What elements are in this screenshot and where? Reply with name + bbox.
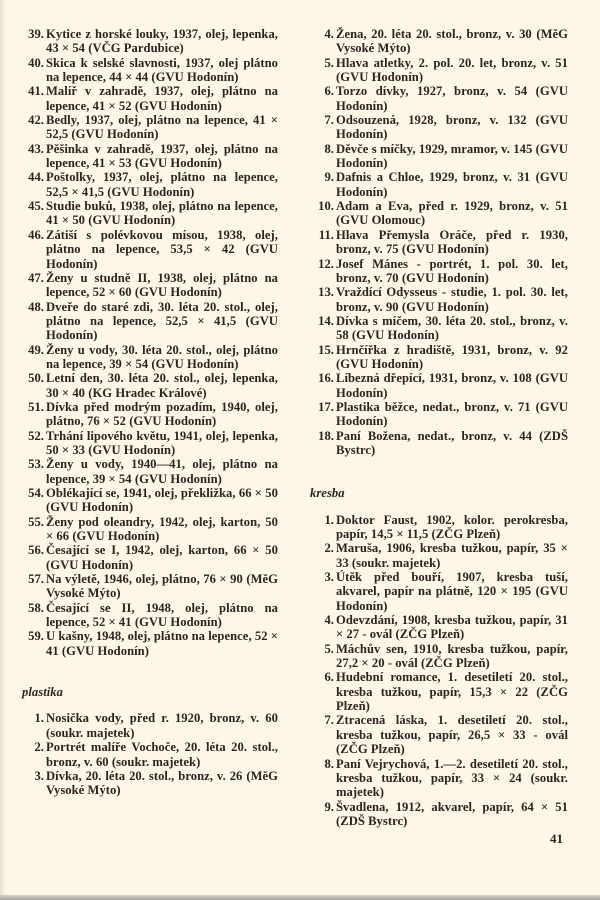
list-item: [22, 629, 278, 658]
list-item: [310, 429, 568, 458]
item-text: Bedly, 1937, olej, plátno na lepence, 41 × 52,5 (GVU Hodonín): [46, 113, 278, 142]
item-text: Děvče s míčky, 1929, mramor, v. 145 (GVU Hodonín): [336, 141, 568, 171]
list-item: [22, 199, 278, 228]
item-number: 16.: [318, 371, 334, 386]
list-item: [310, 285, 568, 314]
list-item: [310, 314, 568, 343]
list-item: [22, 371, 278, 400]
right-column: [310, 27, 568, 828]
item-number: 9.: [324, 170, 334, 185]
item-text: Na výletě, 1946, olej, plátno, 76 × 90 (MěG Vysoké Mýto): [46, 572, 278, 601]
list-item: [310, 142, 568, 171]
list-item: [22, 457, 278, 486]
item-number: 57.: [28, 572, 44, 587]
item-text: Oblékající se, 1941, olej, překližka, 66 × 50 (GVU Hodonín): [46, 486, 278, 515]
list-item: [22, 228, 278, 271]
item-text: Portrét malíře Vochoče, 20. léta 20. stol., bronz, v. 60 (soukr. majetek): [46, 740, 278, 769]
list-item: [22, 142, 278, 171]
item-text: Studie buků, 1938, olej, plátno na lepence, 41 × 50 (GVU Hodonín): [46, 199, 278, 228]
item-text: Dívka, 20. léta 20. stol., bronz, v. 26 (MěG Vysoké Mýto): [46, 768, 278, 798]
item-text: Dveře do staré zdi, 30. léta 20. stol., olej, plátno na lepence, 52,5 × 41,5 (GVU Hodonín): [46, 299, 278, 343]
item-text: Odsouzená, 1928, bronz, v. 132 (GVU Hodonín): [336, 113, 568, 142]
item-text: Ženy u vody, 1940—41, olej, plátno na lepence, 39 × 54 (GVU Hodonín): [46, 457, 278, 486]
list-item: [310, 400, 568, 429]
item-number: 47.: [28, 270, 44, 285]
item-number: 46.: [28, 227, 44, 242]
item-number: 48.: [28, 299, 44, 314]
sculptures-list-continued: [310, 27, 568, 457]
left-column: [22, 27, 278, 798]
item-number: 55.: [28, 514, 44, 529]
item-text: Odevzdání, 1908, kresba tužkou, papír, 31 × 27 - ovál (ZČG Plzeň): [336, 613, 568, 642]
item-number: 44.: [28, 170, 44, 185]
item-number: 2.: [324, 541, 334, 556]
list-item: [310, 257, 568, 286]
page-bottom-edge: [0, 895, 600, 900]
item-number: 10.: [318, 199, 334, 214]
item-text: Ženy u vody, 30. léta 20. stol., olej, plátno na lepence, 39 × 54 (GVU Hodonín): [46, 342, 278, 371]
item-number: 4.: [324, 27, 334, 41]
item-number: 45.: [28, 199, 44, 214]
item-number: 40.: [28, 55, 44, 70]
item-text: Dívka před modrým pozadím, 1940, olej, plátno, 76 × 52 (GVU Hodonín): [46, 399, 278, 429]
item-text: Josef Mánes - portrét, 1. pol. 30. let, bronz, v. 70 (GVU Hodonín): [336, 256, 568, 285]
list-item: [22, 300, 278, 343]
item-text: Kytice z horské louky, 1937, olej, lepenka, 43 × 54 (VČG Pardubice): [46, 27, 278, 56]
list-item: [310, 513, 568, 542]
item-text: Hlava atletky, 2. pol. 20. let, bronz, v. 51 (GVU Hodonín): [336, 55, 568, 85]
sculptures-list: [22, 711, 278, 797]
list-item: [310, 228, 568, 257]
list-item: [310, 84, 568, 113]
item-number: 5.: [324, 641, 334, 656]
list-item: [22, 400, 278, 429]
item-number: 6.: [324, 84, 334, 99]
list-item: [22, 170, 278, 199]
item-number: 51.: [28, 399, 44, 414]
page-number: 41: [550, 831, 563, 846]
drawings-list: [310, 513, 568, 829]
item-number: 8.: [324, 756, 334, 771]
item-text: Ztracená láska, 1. desetiletí 20. stol., kresba tužkou, papír, 26,5 × 33 - ovál (ZČG Plzeň): [336, 713, 568, 757]
item-number: 43.: [28, 141, 44, 156]
paintings-list: [22, 27, 278, 658]
page-gutter-shadow: [0, 0, 6, 895]
list-item: [22, 486, 278, 515]
list-item: [22, 711, 278, 740]
item-number: 54.: [28, 486, 44, 500]
item-number: 58.: [28, 600, 44, 615]
list-item: [22, 271, 278, 300]
item-text: Hlava Přemysla Oráče, před r. 1930, bronz, v. 75 (GVU Hodonín): [336, 227, 568, 257]
list-item: [310, 570, 568, 613]
item-number: 42.: [28, 113, 44, 128]
item-number: 49.: [28, 342, 44, 357]
item-number: 52.: [28, 428, 44, 443]
item-text: Paní Božena, nedat., bronz, v. 44 (ZDŠ Bystrc): [336, 428, 568, 457]
list-item: [310, 113, 568, 142]
item-number: 53.: [28, 457, 44, 472]
item-number: 14.: [318, 313, 334, 328]
item-text: Hudební romance, 1. desetiletí 20. stol., kresba tužkou, papír, 15,3 × 22 (ZČG Plzeň): [336, 670, 568, 714]
item-text: Žena, 20. léta 20. stol., bronz, v. 30 (MěG Vysoké Mýto): [336, 27, 568, 56]
item-number: 15.: [318, 342, 334, 357]
item-number: 9.: [324, 799, 334, 814]
item-text: Poštolky, 1937, olej, plátno na lepence, 52,5 × 41,5 (GVU Hodonín): [46, 170, 278, 199]
item-text: Ženy u studně II, 1938, olej, plátno na lepence, 52 × 60 (GVU Hodonín): [46, 270, 278, 300]
item-number: 2.: [34, 740, 44, 755]
item-number: 17.: [318, 399, 334, 414]
list-item: [310, 670, 568, 713]
list-item: [310, 371, 568, 400]
item-text: Paní Vejrychová, 1.—2. desetiletí 20. stol., kresba tužkou, papír, 33 × 24 (soukr. majetek): [336, 756, 568, 800]
item-text: Útěk před bouří, 1907, kresba tuší, akvarel, papír na plátně, 120 × 195 (GVU Hodonín): [336, 570, 568, 613]
list-item: [22, 515, 278, 544]
list-item: [310, 170, 568, 199]
list-item: [310, 613, 568, 642]
item-text: Nosička vody, před r. 1920, bronz, v. 60 (soukr. majetek): [46, 711, 278, 740]
item-text: Adam a Eva, před r. 1929, bronz, v. 51 (GVU Olomouc): [336, 199, 568, 228]
item-number: 56.: [28, 543, 44, 558]
list-item: [310, 713, 568, 756]
list-item: [22, 572, 278, 601]
item-text: Hrnčířka z hradiště, 1931, bronz, v. 92 (GVU Hodonín): [336, 342, 568, 371]
item-text: Pěšinka v zahradě, 1937, olej, plátno na lepence, 41 × 53 (GVU Hodonín): [46, 141, 278, 171]
list-item: [310, 27, 568, 56]
list-item: [22, 769, 278, 798]
item-text: Dafnis a Chloe, 1929, bronz, v. 31 (GVU Hodonín): [336, 170, 568, 199]
item-number: 41.: [28, 84, 44, 99]
list-item: [22, 429, 278, 458]
item-number: 11.: [318, 227, 334, 242]
section-heading-kresba: kresba: [310, 486, 345, 501]
item-text: Líbezná dřepící, 1931, bronz, v. 108 (GVU Hodonín): [336, 371, 568, 400]
item-number: 7.: [324, 113, 334, 128]
item-text: Švadlena, 1912, akvarel, papír, 64 × 51 (ZDŠ Bystrc): [336, 799, 568, 828]
item-number: 4.: [324, 613, 334, 628]
item-number: 3.: [34, 768, 44, 783]
item-text: Zátiší s polévkovou mísou, 1938, olej, plátno na lepence, 53,5 × 42 (GVU Hodonín): [46, 227, 278, 271]
item-text: Vraždící Odysseus - studie, 1. pol. 30. let, bronz, v. 90 (GVU Hodonín): [336, 285, 568, 314]
list-item: [310, 757, 568, 800]
item-number: 1.: [34, 711, 44, 726]
list-item: [310, 541, 568, 570]
list-item: [310, 56, 568, 85]
list-item: [22, 543, 278, 572]
list-item: [22, 740, 278, 769]
item-number: 12.: [318, 256, 334, 271]
item-text: Ženy pod oleandry, 1942, olej, karton, 50 × 66 (GVU Hodonín): [46, 514, 278, 544]
item-text: Plastika běžce, nedat., bronz, v. 71 (GVU Hodonín): [336, 399, 568, 429]
item-number: 3.: [324, 570, 334, 585]
item-text: Česající se II, 1948, olej, plátno na lepence, 52 × 41 (GVU Hodonín): [46, 600, 278, 630]
list-item: [22, 113, 278, 142]
list-item: [310, 642, 568, 671]
item-text: U kašny, 1948, olej, plátno na lepence, 52 × 41 (GVU Hodonín): [46, 629, 278, 658]
section-heading-plastika: plastika: [22, 685, 63, 700]
list-item: [22, 343, 278, 372]
item-text: Trhání lipového květu, 1941, olej, lepenka, 50 × 33 (GVU Hodonín): [46, 428, 278, 457]
item-number: 8.: [324, 141, 334, 156]
item-number: 7.: [324, 713, 334, 728]
item-number: 59.: [28, 629, 44, 644]
item-text: Skica k selské slavnosti, 1937, olej plátno na lepence, 44 × 44 (GVU Hodonín): [46, 55, 278, 85]
item-text: Torzo dívky, 1927, bronz, v. 54 (GVU Hodonín): [336, 84, 568, 113]
item-number: 6.: [324, 670, 334, 685]
item-number: 13.: [318, 285, 334, 300]
item-number: 18.: [318, 428, 334, 443]
item-text: Maruša, 1906, kresba tužkou, papír, 35 × 33 (soukr. majetek): [336, 541, 568, 570]
list-item: [310, 343, 568, 372]
item-text: Dívka s míčem, 30. léta 20. stol., bronz, v. 58 (GVU Hodonín): [336, 313, 568, 343]
item-text: Česající se I, 1942, olej, karton, 66 × 50 (GVU Hodonín): [46, 543, 278, 572]
list-item: [22, 56, 278, 85]
item-text: Máchův sen, 1910, kresba tužkou, papír, 27,2 × 20 - ovál (ZČG Plzeň): [336, 641, 568, 671]
item-number: 39.: [28, 27, 44, 41]
list-item: [310, 199, 568, 228]
list-item: [310, 800, 568, 829]
list-item: [22, 27, 278, 56]
item-text: Letní den, 30. léta 20. stol., olej, lepenka, 30 × 40 (KG Hradec Králové): [46, 371, 278, 400]
item-text: Doktor Faust, 1902, kolor. perokresba, papír, 14,5 × 11,5 (ZČG Plzeň): [336, 512, 568, 541]
item-text: Malíř v zahradě, 1937, olej, plátno na lepence, 41 × 52 (GVU Hodonín): [46, 84, 278, 113]
list-item: [22, 84, 278, 113]
list-item: [22, 601, 278, 630]
item-number: 1.: [324, 512, 334, 527]
item-number: 50.: [28, 371, 44, 386]
item-number: 5.: [324, 55, 334, 70]
